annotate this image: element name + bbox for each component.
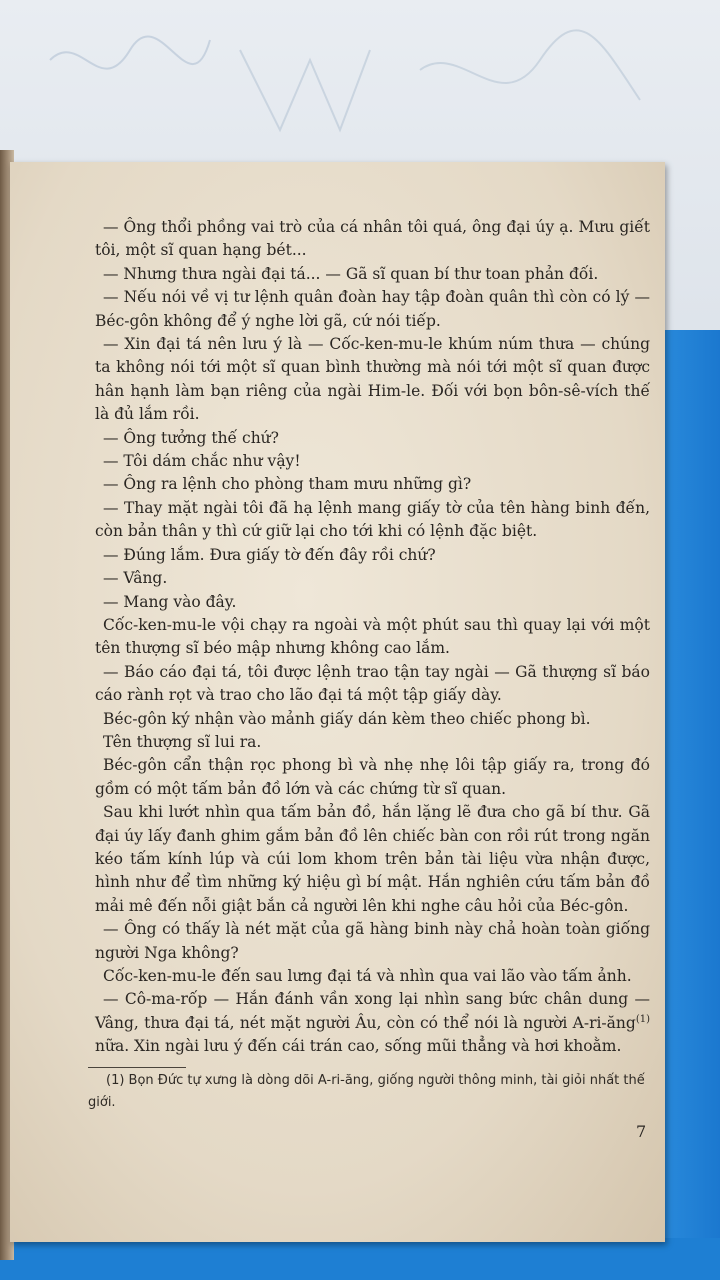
paragraph: — Tôi dám chắc như vậy! [103,452,301,471]
paragraph-text: — Cô-ma-rốp — Hắn đánh vần xong lại nhìn sang bức chân dung — Vâng, thưa đại tá, nét mặt người Âu, còn có thể nói là người A-ri-ăng [95,990,650,1032]
page-number: 7 [636,1122,647,1141]
paragraph: Cốc-ken-mu-le vội chạy ra ngoài và một phút sau thì quay lại với một tên thượng sĩ béo mập nhưng không cao lắm. [95,615,650,658]
paragraph: Cốc-ken-mu-le đến sau lưng đại tá và nhìn qua vai lão vào tấm ảnh. [103,967,632,985]
paragraph-text-end: nữa. Xin ngài lưu ý đến cái trán cao, sống mũi thẳng và hơi khoằm. [95,1037,622,1056]
paragraph: — Ông tưởng thế chứ? [103,428,279,447]
footnote-text: (1) Bọn Đức tự xưng là dòng dõi A-ri-ăng, giống người thông minh, tài giỏi nhất thế giới. [88,1073,645,1110]
paragraph: — Đúng lắm. Đưa giấy tờ đến đây rồi chứ? [103,545,436,564]
paragraph-with-footnote-ref [95,988,650,1058]
paragraph: — Báo cáo đại tá, tôi được lệnh trao tận tay ngài — Gã thượng sĩ báo cáo rành rọt và trao cho lão đại tá một tập giấy dày. [95,662,650,705]
footnote-divider [88,1067,186,1068]
paragraph: — Nếu nói về vị tư lệnh quân đoàn hay tập đoàn quân thì còn có lý — Béc-gôn không để ý nghe lời gã, cứ nói tiếp. [95,288,650,330]
paragraph: — Ông có thấy là nét mặt của gã hàng binh này chả hoàn toàn giống người Nga không? [95,920,650,962]
paragraph: — Xin đại tá nên lưu ý là — Cốc-ken-mu-le khúm núm thưa — chúng ta không nói tới một sĩ quan bình thường mà nói tới một sĩ quan được hân hạnh làm bạn riêng của ngài Him-le. Đối với bọn bôn-sê-vích thế là đủ lắm rồi. [95,335,650,424]
paragraph: Béc-gôn cẩn thận rọc phong bì và nhẹ nhẹ lôi tập giấy ra, trong đó gồm có một tấm bản đồ lớn và các chứng từ sĩ quan. [95,756,650,798]
paragraph: — Thay mặt ngài tôi đã hạ lệnh mang giấy tờ của tên hàng binh đến, còn bản thân y thì cứ giữ lại cho tới khi có lệnh đặc biệt. [95,498,650,541]
background-scribble [40,20,680,160]
paragraph: — Nhưng thưa ngài đại tá... — Gã sĩ quan bí thư toan phản đối. [103,264,599,283]
paragraph: Tên thượng sĩ lui ra. [103,732,262,751]
paragraph: — Vâng. [103,569,168,588]
paragraph: — Mang vào đây. [103,592,237,611]
body-text [95,216,650,1059]
footnote [88,1070,658,1114]
blue-surface-bottom [0,1238,720,1280]
paragraph: Sau khi lướt nhìn qua tấm bản đồ, hắn lặng lẽ đưa cho gã bí thư. Gã đại úy lấy đanh ghim gắm bản đồ lên chiếc bàn con rồi rút trong ngăn kéo tấm kính lúp và cúi lom khom trên bản tài liệu vừa nhận được, hình như để tìm những ký hiệu gì bí mật. Hắn nghiên cứu tấm bản đồ mải mê đến nỗi giật bắn cả người lên khi nghe câu hỏi của Béc-gôn. [95,803,650,915]
paragraph: — Ông thổi phồng vai trò của cá nhân tôi quá, ông đại úy ạ. Mưu giết tôi, một sĩ quan hạng bét... [95,218,650,260]
paragraph: — Ông ra lệnh cho phòng tham mưu những gì? [103,475,472,494]
footnote-ref: (1) [635,1013,650,1025]
paragraph: Béc-gôn ký nhận vào mảnh giấy dán kèm theo chiếc phong bì. [103,709,591,728]
